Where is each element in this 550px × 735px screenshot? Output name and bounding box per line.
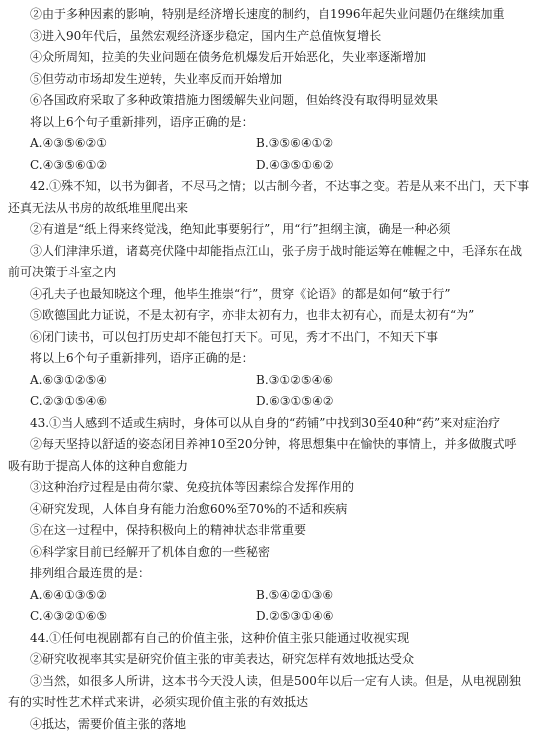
q42-prompt: 将以上6个句子重新排列，语序正确的是： xyxy=(30,348,540,370)
q43-prompt: 排列组合最连贯的是： xyxy=(30,563,540,585)
q43-sentence-6: ⑥科学家目前已经解开了机体自愈的一些秘密 xyxy=(30,542,540,564)
q43-option-d[interactable]: D.②⑤③①④⑥ xyxy=(256,606,482,628)
q43-sentence-5: ⑤在这一过程中，保持积极向上的精神状态非常重要 xyxy=(30,520,540,542)
q42-options-row-2 xyxy=(30,391,540,413)
q41-sentence-2: ②由于多种因素的影响，特别是经济增长速度的制约，自1996年起失业问题仍在继续加重 xyxy=(30,4,540,26)
q43-options-row-1 xyxy=(30,585,540,607)
q44-sentence-3: ③当然，如很多人所讲，这本书今天没人读，但是500年以后一定有人读。但是，从电视剧独 xyxy=(30,671,540,693)
q44-sentence-2: ②研究收视率其实是研究价值主张的审美表达，研究怎样有效地抵达受众 xyxy=(30,649,540,671)
q41-sentence-5: ⑤但劳动市场却发生逆转，失业率反而开始增加 xyxy=(30,69,540,91)
q43-sentence-4: ④研究发现，人体自身有能力治愈60%至70%的不适和疾病 xyxy=(30,499,540,521)
q42-option-a[interactable]: A.⑥③①②⑤④ xyxy=(30,370,256,392)
q42-option-c[interactable]: C.②③①⑤④⑥ xyxy=(30,391,256,413)
q42-sentence-5: ⑤欧德国此力证说，不是太初有字，亦非太初有力，也非太初有心，而是太初有“为” xyxy=(30,305,540,327)
q41-options-row-1 xyxy=(30,133,540,155)
q41-option-a[interactable]: A.④③⑤⑥②① xyxy=(30,133,256,155)
q42-sentence-6: ⑥闭门读书，可以包打历史却不能包打天下。可见，秀才不出门，不知天下事 xyxy=(30,327,540,349)
q41-sentence-3: ③进入90年代后，虽然宏观经济逐步稳定，国内生产总值恢复增长 xyxy=(30,26,540,48)
q43-sentence-1: 43.①当人感到不适或生病时，身体可以从自身的“药铺”中找到30至40种“药”来对症治疗 xyxy=(30,413,540,435)
q41-options-row-2 xyxy=(30,155,540,177)
q42-sentence-4: ④孔夫子也最知晓这个理，他毕生推崇“行”，贯穿《论语》的都是如何“敏于行” xyxy=(30,284,540,306)
q41-prompt: 将以上6个句子重新排列，语序正确的是： xyxy=(30,112,540,134)
q43-sentence-2-cont: 吸有助于提高人体的这种自愈能力 xyxy=(8,456,540,478)
q42-sentence-1: 42.①殊不知，以书为御者，不尽马之情；以古制今者，不达事之变。若是从来不出门，天下事 xyxy=(30,176,540,198)
q41-option-b[interactable]: B.③⑤⑥④①② xyxy=(256,133,482,155)
q43-option-b[interactable]: B.⑤④②①③⑥ xyxy=(256,585,482,607)
q42-option-b[interactable]: B.③①②⑤④⑥ xyxy=(256,370,482,392)
q44-sentence-3-cont: 有的实时性艺术样式来讲，必须实现价值主张的有效抵达 xyxy=(8,692,540,714)
q41-option-d[interactable]: D.④③⑤①⑥② xyxy=(256,155,482,177)
q42-option-d[interactable]: D.⑥③①⑤④② xyxy=(256,391,482,413)
q44-sentence-1: 44.①任何电视剧都有自己的价值主张，这种价值主张只能通过收视实现 xyxy=(30,628,540,650)
q41-sentence-6: ⑥各国政府采取了多种政策措施力图缓解失业问题，但始终没有取得明显效果 xyxy=(30,90,540,112)
q42-sentence-3: ③人们津津乐道，诸葛亮伏隆中却能指点江山，张子房于战时能运筹在帷幄之中，毛泽东在战 xyxy=(30,241,540,263)
q41-option-c[interactable]: C.④③⑤⑥①② xyxy=(30,155,256,177)
q42-sentence-2: ②有道是“纸上得来终觉浅，绝知此事要躬行”，用“行”担纲主演，确是一种必须 xyxy=(30,219,540,241)
q42-sentence-1-cont: 还真无法从书房的故纸堆里爬出来 xyxy=(8,198,540,220)
q43-sentence-2: ②每天坚持以舒适的姿态闭目养神10至20分钟，将思想集中在愉快的事情上，并多做腹式呼 xyxy=(30,434,540,456)
q42-options-row-1 xyxy=(30,370,540,392)
q41-sentence-4: ④众所周知，拉美的失业问题在债务危机爆发后开始恶化，失业率逐渐增加 xyxy=(30,47,540,69)
q43-sentence-3: ③这种治疗过程是由荷尔蒙、免疫抗体等因素综合发挥作用的 xyxy=(30,477,540,499)
q43-option-a[interactable]: A.⑥④①③⑤② xyxy=(30,585,256,607)
q42-sentence-3-cont: 前可决策于斗室之内 xyxy=(8,262,540,284)
q44-sentence-4: ④抵达，需要价值主张的落地 xyxy=(30,714,540,735)
q43-option-c[interactable]: C.④③②①⑥⑤ xyxy=(30,606,256,628)
q43-options-row-2 xyxy=(30,606,540,628)
